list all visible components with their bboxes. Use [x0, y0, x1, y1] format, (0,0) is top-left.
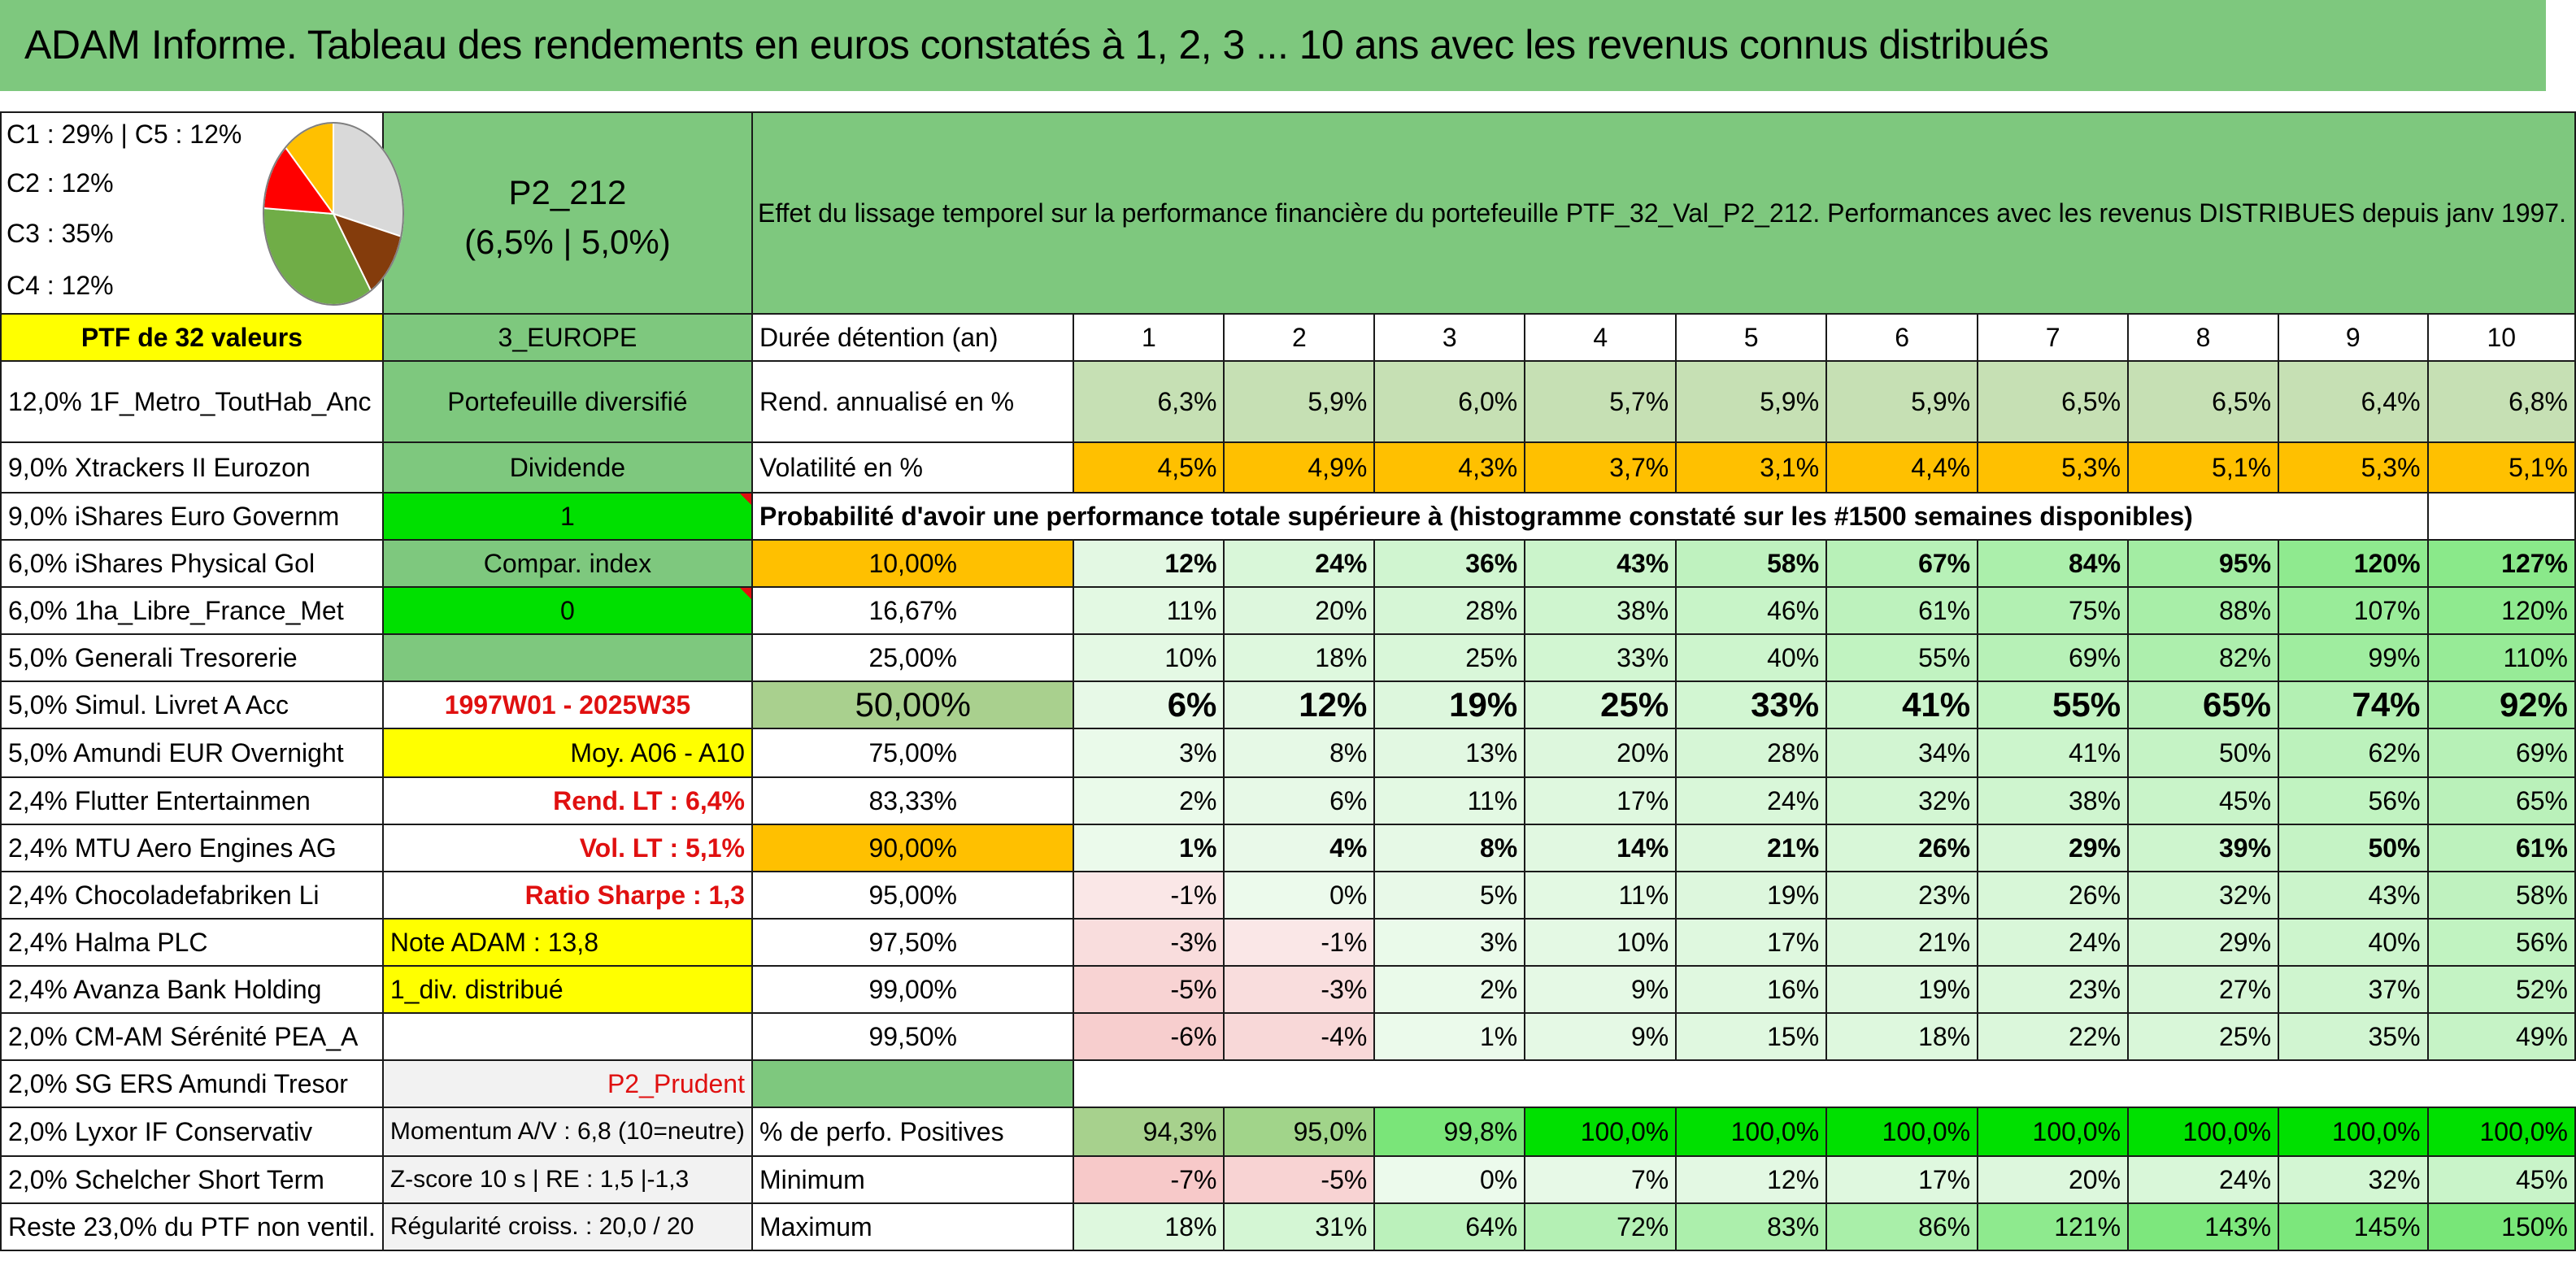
- quantile-value: 24%: [1978, 919, 2128, 966]
- probability-label: Probabilité d'avoir une performance totale supérieure à (histogramme constaté sur les #1500 semaines disponibles): [752, 493, 2278, 540]
- empty-cell: [383, 634, 752, 681]
- quantile-value: -1%: [1073, 872, 1224, 919]
- quantile-value: 25%: [1525, 681, 1676, 728]
- flag-zero: 0: [383, 587, 752, 634]
- min-value: -7%: [1073, 1156, 1224, 1203]
- min-value: 20%: [1978, 1156, 2128, 1203]
- quantile-value: 6%: [1224, 777, 1374, 824]
- quantile-value: 19%: [1676, 872, 1826, 919]
- holding-row: 2,4% Avanza Bank Holding: [1, 966, 383, 1013]
- quantile-value: 99%: [2278, 634, 2428, 681]
- max-value: 86%: [1826, 1203, 1978, 1250]
- quantile-value: 45%: [2128, 777, 2278, 824]
- pos-label: % de perfo. Positives: [752, 1107, 1074, 1156]
- quantile-value: 39%: [2128, 824, 2278, 872]
- vol-value: 4,5%: [1073, 442, 1224, 493]
- quantile-value: 13%: [1374, 728, 1525, 777]
- rend-value: 6,4%: [2278, 361, 2428, 442]
- vol-lt: Vol. LT : 5,1%: [383, 824, 752, 872]
- quantile-value: 0%: [1224, 872, 1374, 919]
- quantile-value: 6%: [1073, 681, 1224, 728]
- quantile-value: 50%: [2278, 824, 2428, 872]
- quantile-value: 120%: [2278, 540, 2428, 587]
- portfolio-code: P2_212: [508, 173, 627, 212]
- quantile-value: 40%: [1676, 634, 1826, 681]
- holding-row: 2,0% CM-AM Sérénité PEA_A: [1, 1013, 383, 1060]
- quantile-value: -4%: [1224, 1013, 1374, 1060]
- quantile-value: 74%: [2278, 681, 2428, 728]
- max-value: 64%: [1374, 1203, 1525, 1250]
- max-value: 143%: [2128, 1203, 2278, 1250]
- year-header: 5: [1676, 314, 1826, 361]
- pos-value: 100,0%: [2128, 1107, 2278, 1156]
- composition-pie-chart: [260, 118, 407, 310]
- year-header: 7: [1978, 314, 2128, 361]
- min-value: -5%: [1224, 1156, 1374, 1203]
- rend-value: 6,5%: [1978, 361, 2128, 442]
- vol-value: 4,4%: [1826, 442, 1978, 493]
- quantile-value: 19%: [1826, 966, 1978, 1013]
- empty-cell: [752, 1060, 1074, 1107]
- ptf-label: PTF de 32 valeurs: [1, 314, 383, 361]
- quantile-label: 16,67%: [752, 587, 1074, 634]
- quantile-value: 29%: [2128, 919, 2278, 966]
- max-label: Maximum: [752, 1203, 1074, 1250]
- quantile-value: 43%: [2278, 872, 2428, 919]
- quantile-value: 61%: [1826, 587, 1978, 634]
- quantile-value: 49%: [2428, 1013, 2575, 1060]
- year-header: 4: [1525, 314, 1676, 361]
- quantile-value: 21%: [1676, 824, 1826, 872]
- quantile-value: 41%: [1826, 681, 1978, 728]
- year-header: 9: [2278, 314, 2428, 361]
- rend-value: 6,0%: [1374, 361, 1525, 442]
- quantile-value: 32%: [2128, 872, 2278, 919]
- max-value: 18%: [1073, 1203, 1224, 1250]
- quantile-value: 11%: [1374, 777, 1525, 824]
- duration-label: Durée détention (an): [752, 314, 1074, 361]
- pos-value: 99,8%: [1374, 1107, 1525, 1156]
- quantile-value: 65%: [2428, 777, 2575, 824]
- pos-value: 100,0%: [1676, 1107, 1826, 1156]
- vol-value: 5,3%: [1978, 442, 2128, 493]
- quantile-value: 24%: [1676, 777, 1826, 824]
- quantile-value: 17%: [1676, 919, 1826, 966]
- vol-value: 4,3%: [1374, 442, 1525, 493]
- quantile-value: 1%: [1073, 824, 1224, 872]
- quantile-value: 33%: [1676, 681, 1826, 728]
- composition-label: C3 : 35%: [7, 219, 114, 248]
- quantile-value: 38%: [1525, 587, 1676, 634]
- holding-row: 5,0% Amundi EUR Overnight: [1, 728, 383, 777]
- quantile-value: 28%: [1374, 587, 1525, 634]
- min-value: 12%: [1676, 1156, 1826, 1203]
- min-value: 7%: [1525, 1156, 1676, 1203]
- vol-value: 5,1%: [2428, 442, 2575, 493]
- quantile-value: 12%: [1224, 681, 1374, 728]
- year-header: 1: [1073, 314, 1224, 361]
- quantile-value: 21%: [1826, 919, 1978, 966]
- vol-value: 5,3%: [2278, 442, 2428, 493]
- quantile-value: 62%: [2278, 728, 2428, 777]
- vol-value: 5,1%: [2128, 442, 2278, 493]
- year-header: 10: [2428, 314, 2575, 361]
- title-bar: [0, 0, 2546, 101]
- quantile-value: 20%: [1525, 728, 1676, 777]
- profile-label: P2_Prudent: [383, 1060, 752, 1107]
- quantile-value: -5%: [1073, 966, 1224, 1013]
- quantile-value: 23%: [1978, 966, 2128, 1013]
- rend-value: 5,7%: [1525, 361, 1676, 442]
- quantile-value: 75%: [1978, 587, 2128, 634]
- quantile-value: 8%: [1224, 728, 1374, 777]
- quantile-value: 1%: [1374, 1013, 1525, 1060]
- sharpe-ratio: Ratio Sharpe : 1,3: [383, 872, 752, 919]
- rend-value: 5,9%: [1224, 361, 1374, 442]
- empty-cell: [383, 1013, 752, 1060]
- year-header: 3: [1374, 314, 1525, 361]
- min-value: 0%: [1374, 1156, 1525, 1203]
- quantile-value: 27%: [2128, 966, 2278, 1013]
- quantile-value: 3%: [1073, 728, 1224, 777]
- min-value: 45%: [2428, 1156, 2575, 1203]
- quantile-value: 24%: [1224, 540, 1374, 587]
- period-label: 1997W01 - 2025W35: [383, 681, 752, 728]
- holding-row: 2,0% Lyxor IF Conservativ: [1, 1107, 383, 1156]
- description: Effet du lissage temporel sur la performance financière du portefeuille PTF_32_Val_P2_212. Performances avec les revenus DISTRIBUES depuis janv 1997.: [752, 112, 2575, 314]
- quantile-label: 90,00%: [752, 824, 1074, 872]
- quantile-value: 69%: [1978, 634, 2128, 681]
- momentum: Momentum A/V : 6,8 (10=neutre): [383, 1107, 752, 1156]
- quantile-value: 34%: [1826, 728, 1978, 777]
- page-title: ADAM Informe. Tableau des rendements en euros constatés à 1, 2, 3 ... 10 ans avec les revenus connus distribués: [24, 22, 2049, 67]
- min-value: 32%: [2278, 1156, 2428, 1203]
- quantile-value: 88%: [2128, 587, 2278, 634]
- rend-label: Rend. annualisé en %: [752, 361, 1074, 442]
- holding-row: 2,4% Halma PLC: [1, 919, 383, 966]
- quantile-value: -1%: [1224, 919, 1374, 966]
- quantile-value: 9%: [1525, 966, 1676, 1013]
- quantile-value: 56%: [2278, 777, 2428, 824]
- quantile-value: 11%: [1525, 872, 1676, 919]
- quantile-value: 56%: [2428, 919, 2575, 966]
- quantile-value: 107%: [2278, 587, 2428, 634]
- quantile-label: 95,00%: [752, 872, 1074, 919]
- quantile-value: 58%: [2428, 872, 2575, 919]
- quantile-value: 25%: [1374, 634, 1525, 681]
- quantile-value: 14%: [1525, 824, 1676, 872]
- portfolio-code-cell: [383, 112, 752, 314]
- holding-row: Reste 23,0% du PTF non ventil.: [1, 1203, 383, 1250]
- quantile-value: 9%: [1525, 1013, 1676, 1060]
- year-header: 8: [2128, 314, 2278, 361]
- rend-value: 6,3%: [1073, 361, 1224, 442]
- holding-row: 2,4% Flutter Entertainmen: [1, 777, 383, 824]
- quantile-value: 55%: [1978, 681, 2128, 728]
- quantile-value: -6%: [1073, 1013, 1224, 1060]
- quantile-value: 37%: [2278, 966, 2428, 1013]
- quantile-value: 5%: [1374, 872, 1525, 919]
- holding-row: 6,0% iShares Physical Gol: [1, 540, 383, 587]
- quantile-value: 20%: [1224, 587, 1374, 634]
- quantile-value: 2%: [1374, 966, 1525, 1013]
- quantile-value: 92%: [2428, 681, 2575, 728]
- quantile-value: -3%: [1224, 966, 1374, 1013]
- holding-row: 9,0% iShares Euro Governm: [1, 493, 383, 540]
- rend-value: 5,9%: [1676, 361, 1826, 442]
- pos-value: 100,0%: [2278, 1107, 2428, 1156]
- quantile-value: 2%: [1073, 777, 1224, 824]
- quantile-label: 50,00%: [752, 681, 1074, 728]
- max-value: 83%: [1676, 1203, 1826, 1250]
- quantile-value: 58%: [1676, 540, 1826, 587]
- vol-value: 3,1%: [1676, 442, 1826, 493]
- quantile-value: 40%: [2278, 919, 2428, 966]
- rend-value: 5,9%: [1826, 361, 1978, 442]
- quantile-value: 26%: [1978, 872, 2128, 919]
- pos-value: 94,3%: [1073, 1107, 1224, 1156]
- quantile-value: 22%: [1978, 1013, 2128, 1060]
- holding-row: 12,0% 1F_Metro_ToutHab_Anc: [1, 361, 383, 442]
- portfolio-type: Portefeuille diversifié: [383, 361, 752, 442]
- quantile-value: 26%: [1826, 824, 1978, 872]
- quantile-value: 19%: [1374, 681, 1525, 728]
- vol-label: Volatilité en %: [752, 442, 1074, 493]
- max-value: 145%: [2278, 1203, 2428, 1250]
- rend-value: 6,5%: [2128, 361, 2278, 442]
- quantile-value: 18%: [1224, 634, 1374, 681]
- vol-value: 4,9%: [1224, 442, 1374, 493]
- holding-row: 9,0% Xtrackers II Eurozon: [1, 442, 383, 493]
- pos-value: 100,0%: [1978, 1107, 2128, 1156]
- flag-one: 1: [383, 493, 752, 540]
- composition-cell: [1, 112, 383, 314]
- quantile-label: 97,50%: [752, 919, 1074, 966]
- quantile-value: -3%: [1073, 919, 1224, 966]
- quantile-value: 23%: [1826, 872, 1978, 919]
- quantile-value: 10%: [1525, 919, 1676, 966]
- quantile-value: 18%: [1826, 1013, 1978, 1060]
- zone-label: 3_EUROPE: [383, 314, 752, 361]
- min-value: 24%: [2128, 1156, 2278, 1203]
- holding-row: 2,0% Schelcher Short Term: [1, 1156, 383, 1203]
- quantile-label: 10,00%: [752, 540, 1074, 587]
- composition-label: C4 : 12%: [7, 271, 114, 300]
- quantile-value: 120%: [2428, 587, 2575, 634]
- quantile-value: 127%: [2428, 540, 2575, 587]
- quantile-value: 43%: [1525, 540, 1676, 587]
- quantile-value: 8%: [1374, 824, 1525, 872]
- quantile-value: 55%: [1826, 634, 1978, 681]
- adam-note: Note ADAM : 13,8: [383, 919, 752, 966]
- quantile-value: 50%: [2128, 728, 2278, 777]
- quantile-value: 67%: [1826, 540, 1978, 587]
- pos-value: 100,0%: [1525, 1107, 1676, 1156]
- max-value: 121%: [1978, 1203, 2128, 1250]
- quantile-value: 38%: [1978, 777, 2128, 824]
- quantile-value: 4%: [1224, 824, 1374, 872]
- rend-value: 6,8%: [2428, 361, 2575, 442]
- pos-value: 100,0%: [1826, 1107, 1978, 1156]
- quantile-value: 25%: [2128, 1013, 2278, 1060]
- quantile-value: 16%: [1676, 966, 1826, 1013]
- quantile-value: 36%: [1374, 540, 1525, 587]
- holding-row: 2,4% MTU Aero Engines AG: [1, 824, 383, 872]
- quantile-label: 99,50%: [752, 1013, 1074, 1060]
- holding-row: 5,0% Generali Tresorerie: [1, 634, 383, 681]
- composition-label: C2 : 12%: [7, 168, 114, 198]
- returns-table: [0, 111, 2576, 1251]
- pos-value: 95,0%: [1224, 1107, 1374, 1156]
- regularite: Régularité croiss. : 20,0 / 20: [383, 1203, 752, 1250]
- vol-value: 3,7%: [1525, 442, 1676, 493]
- holding-row: 6,0% 1ha_Libre_France_Met: [1, 587, 383, 634]
- quantile-label: 99,00%: [752, 966, 1074, 1013]
- year-header: 2: [1224, 314, 1374, 361]
- div-label: 1_div. distribué: [383, 966, 752, 1013]
- quantile-value: 61%: [2428, 824, 2575, 872]
- holding-row: 5,0% Simul. Livret A Acc: [1, 681, 383, 728]
- quantile-label: 83,33%: [752, 777, 1074, 824]
- quantile-value: 41%: [1978, 728, 2128, 777]
- rend-lt: Rend. LT : 6,4%: [383, 777, 752, 824]
- quantile-value: 12%: [1073, 540, 1224, 587]
- quantile-value: 84%: [1978, 540, 2128, 587]
- quantile-value: 28%: [1676, 728, 1826, 777]
- quantile-value: 10%: [1073, 634, 1224, 681]
- pos-value: 100,0%: [2428, 1107, 2575, 1156]
- quantile-value: 35%: [2278, 1013, 2428, 1060]
- quantile-value: 29%: [1978, 824, 2128, 872]
- quantile-value: 110%: [2428, 634, 2575, 681]
- quantile-value: 15%: [1676, 1013, 1826, 1060]
- max-value: 31%: [1224, 1203, 1374, 1250]
- dividende-label: Dividende: [383, 442, 752, 493]
- max-value: 150%: [2428, 1203, 2575, 1250]
- quantile-value: 52%: [2428, 966, 2575, 1013]
- moy-label: Moy. A06 - A10: [383, 728, 752, 777]
- quantile-value: 65%: [2128, 681, 2278, 728]
- min-value: 17%: [1826, 1156, 1978, 1203]
- quantile-value: 17%: [1525, 777, 1676, 824]
- composition-label: C1 : 29% | C5 : 12%: [7, 120, 242, 149]
- compar-index: Compar. index: [383, 540, 752, 587]
- zscore: Z-score 10 s | RE : 1,5 |-1,3: [383, 1156, 752, 1203]
- quantile-value: 33%: [1525, 634, 1676, 681]
- max-value: 72%: [1525, 1203, 1676, 1250]
- quantile-value: 82%: [2128, 634, 2278, 681]
- quantile-label: 75,00%: [752, 728, 1074, 777]
- quantile-label: 25,00%: [752, 634, 1074, 681]
- quantile-value: 3%: [1374, 919, 1525, 966]
- portfolio-rates: (6,5% | 5,0%): [464, 222, 671, 261]
- min-label: Minimum: [752, 1156, 1074, 1203]
- holding-row: 2,4% Chocoladefabriken Li: [1, 872, 383, 919]
- quantile-value: 69%: [2428, 728, 2575, 777]
- quantile-value: 95%: [2128, 540, 2278, 587]
- quantile-value: 46%: [1676, 587, 1826, 634]
- quantile-value: 11%: [1073, 587, 1224, 634]
- holding-row: 2,0% SG ERS Amundi Tresor: [1, 1060, 383, 1107]
- quantile-value: 32%: [1826, 777, 1978, 824]
- year-header: 6: [1826, 314, 1978, 361]
